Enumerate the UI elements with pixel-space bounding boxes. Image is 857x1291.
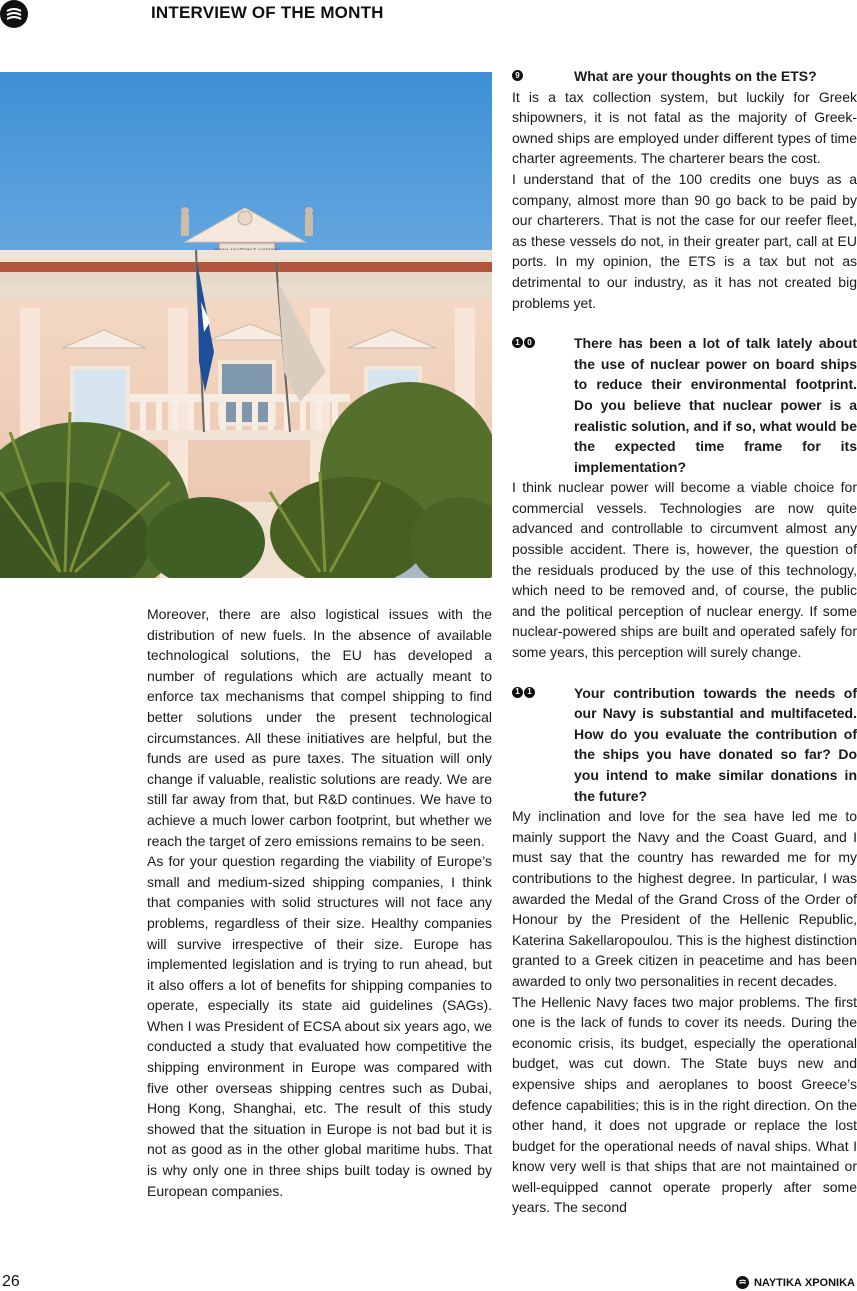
paragraph: Moreover, there are also logistical issues with the distribution of new fuels. In the absence of available technological solutions, the EU has developed a number of regulations which are actually meant to enforce tax mechanisms that compel shipping to find better solutions under the present technological circumstances. All these initiatives are helpful, but the funds are used as pure taxes. The situation will only change if valuable, realistic solutions are ready. We are still far away from that, but R&D continues. We have to achieve a much lower carbon footprint, but whether we reach the target of zero emissions remains to be seen.	[147, 606, 492, 849]
question-number	[512, 66, 523, 81]
question-number	[512, 333, 535, 348]
answer-paragraph: It is a tax collection system, but luckily for Greek shipowners, it is not fatal as the majority of Greek-owned ships are employed under different types of time charter agreements. The charterer bears the cost.	[512, 88, 857, 167]
page-number: 26	[2, 1273, 20, 1290]
footer-brand	[736, 1276, 855, 1289]
answer-paragraph: The Hellenic Navy faces two major problems. The first one is the lack of funds to cover its needs. During the economic crisis, its budget, especially the operational budget, was cut down. The State buys new and expensive ships and aeroplanes to boost Greece’s defence capabilities; this is in the right direction. On the other hand, it does not upgrade or replace the lost budget for the operational needs of naval ships. What I know very well is that ships that are not maintained or well-equipped cannot operate properly after some years. The second	[512, 993, 857, 1216]
right-column	[512, 66, 857, 1218]
paragraph: As for your question regarding the viability of Europe’s small and medium-sized shipping companies, I think that companies with solid structures will not face any problems, regardless of their size. Healthy companies will survive irrespective of their size. Europe has implemented legislation and is trying to run ahead, but it also offers a lot of benefits for shipping companies to operate, especially its state aid guidelines (SAGs). When I was President of ECSA about six years ago, we conducted a study that evaluated how competitive the shipping environment in Europe was compared with five other overseas shipping centres such as Dubai, Hong Kong, Shanghai, etc. The result of this study showed that the situation in Europe is not bad but it is not as good as in the other global maritime hubs. That is why only one in three ships built today is owned by European companies.	[147, 853, 492, 1199]
question-10	[512, 333, 857, 477]
question-11	[512, 683, 857, 807]
left-column	[147, 604, 492, 1201]
answer-paragraph: I understand that of the 100 credits one buys as a company, almost more than 90 go back to be paid by our charterers. That is not the case for our reefer fleet, as these vessels do not, in their greater part, call at EU ports. In my opinion, the ETS is a tax but not as detrimental to our industry, as it has not created big problems yet.	[512, 170, 857, 311]
number-bullet: 9	[512, 70, 523, 81]
number-bullet: 1	[512, 687, 523, 698]
question-9	[512, 66, 857, 87]
number-bullet: 1	[524, 687, 535, 698]
magazine-logo-icon	[0, 0, 28, 28]
brand-logo-icon	[736, 1276, 749, 1289]
building-photo	[0, 72, 492, 578]
brand-name: ΝΑΥΤΙΚΑ ΧΡΟΝΙΚΑ	[753, 1276, 855, 1289]
number-bullet: 0	[524, 337, 535, 348]
answer-paragraph: My inclination and love for the sea have led me to mainly support the Navy and the Coast Guard, and I must say that the country has rewarded me for my contributions to the highest degree. In particular, I was awarded the Medal of the Grand Cross of the Order of Honour by the President of the Hellenic Republic, Katerina Sakellaropoulou. This is the highest distinction granted to a Greek citizen in peacetime and has been awarded to only two personalities in recent decades.	[512, 808, 857, 989]
section-title: INTERVIEW OF THE MONTH	[151, 3, 384, 22]
question-text: Your contribution towards the needs of our Navy is substantial and multifaceted. How do you evaluate the contribution of the ships you have donated so far? Do you intend to make similar donations in the future?	[574, 684, 857, 804]
question-number	[512, 683, 535, 698]
question-text: What are your thoughts on the ETS?	[574, 68, 817, 84]
answer-paragraph: I think nuclear power will become a viable choice for commercial vessels. Technologies are now quite advanced and controllable to circumvent almost any possible accident. There is, however, the question of the residuals produced by the use of this technology, which need to be removed and, of course, the public and the political perception of nuclear energy. If some nuclear-powered ships are built and operated safely for some years, this perception will surely change.	[512, 479, 857, 661]
question-text: There has been a lot of talk lately about the use of nuclear power on board ships to reduce their environmental footprint. Do you believe that nuclear power is a realistic solution, and if so, what would be the expected time frame for its implementation?	[574, 335, 857, 475]
number-bullet: 1	[512, 337, 523, 348]
